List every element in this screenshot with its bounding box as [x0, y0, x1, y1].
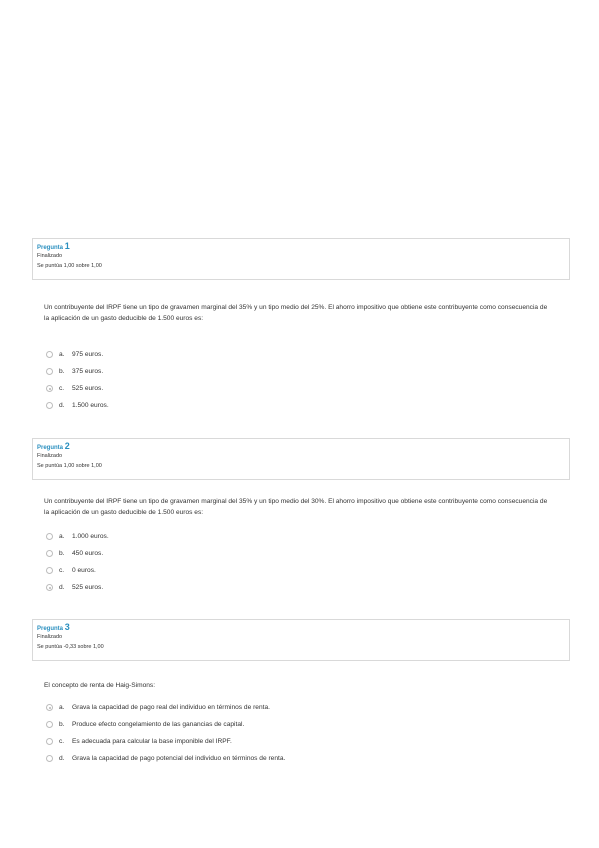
question-label: Pregunta — [37, 626, 64, 632]
answer-text: Produce efecto congelamiento de las ganancias de capital. — [72, 721, 245, 728]
answer-option[interactable] — [46, 380, 526, 397]
answer-letter: d. — [59, 755, 65, 762]
question-status: Finalizado — [37, 634, 63, 640]
answer-text: Grava la capacidad de pago potencial del individuo en términos de renta. — [72, 755, 286, 762]
radio-button-selected[interactable] — [46, 704, 53, 711]
answer-text: 975 euros. — [72, 351, 104, 358]
answer-option[interactable] — [46, 562, 526, 579]
radio-button[interactable] — [46, 368, 53, 375]
answer-text: Es adecuada para calcular la base imponible del IRPF. — [72, 738, 232, 745]
question-score: Se puntúa 1,00 sobre 1,00 — [37, 263, 102, 269]
question-3-heading — [37, 622, 565, 632]
answer-option[interactable] — [46, 528, 526, 545]
radio-button[interactable] — [46, 550, 53, 557]
radio-button[interactable] — [46, 721, 53, 728]
question-1-text: Un contribuyente del IRPF tiene un tipo de gravamen marginal del 35% y un tipo medio del 25%. El ahorro impositivo que obtiene este contribuyente como consecuencia de la aplicación de un gasto deducible de 1.500 euros es: — [44, 304, 548, 322]
answer-text: 525 euros. — [72, 385, 104, 392]
answer-option[interactable] — [46, 545, 526, 562]
answer-letter: d. — [59, 584, 65, 591]
radio-button[interactable] — [46, 567, 53, 574]
question-label: Pregunta — [37, 445, 64, 451]
question-number: 2 — [64, 441, 70, 451]
question-score: Se puntúa -0,33 sobre 1,00 — [37, 644, 104, 650]
answer-letter: a. — [59, 351, 65, 358]
question-2-answers — [46, 528, 526, 596]
answer-option[interactable] — [46, 716, 526, 733]
answer-letter: a. — [59, 533, 65, 540]
question-label: Pregunta — [37, 245, 64, 251]
question-1-heading — [37, 241, 565, 251]
answer-letter: c. — [59, 567, 65, 574]
answer-letter: c. — [59, 385, 65, 392]
question-status: Finalizado — [37, 453, 63, 459]
radio-button-selected[interactable] — [46, 584, 53, 591]
question-1-info — [32, 238, 570, 280]
question-2-info — [32, 438, 570, 480]
answer-text: 0 euros. — [72, 567, 96, 574]
answer-letter: c. — [59, 738, 65, 745]
question-3-info — [32, 619, 570, 661]
radio-button[interactable] — [46, 533, 53, 540]
question-number: 1 — [64, 241, 70, 251]
answer-text: Grava la capacidad de pago real del individuo en términos de renta. — [72, 704, 270, 711]
answer-letter: b. — [59, 550, 65, 557]
answer-option[interactable] — [46, 750, 526, 767]
answer-option[interactable] — [46, 733, 526, 750]
answer-option[interactable] — [46, 346, 526, 363]
answer-text: 375 euros. — [72, 368, 104, 375]
answer-text: 450 euros. — [72, 550, 104, 557]
answer-option[interactable] — [46, 363, 526, 380]
radio-button[interactable] — [46, 738, 53, 745]
answer-letter: b. — [59, 368, 65, 375]
question-3-text: El concepto de renta de Haig-Simons: — [44, 682, 156, 689]
question-status: Finalizado — [37, 253, 63, 259]
radio-button[interactable] — [46, 402, 53, 409]
radio-button[interactable] — [46, 351, 53, 358]
question-3-answers — [46, 699, 526, 767]
question-score: Se puntúa 1,00 sobre 1,00 — [37, 463, 102, 469]
answer-text: 1.500 euros. — [72, 402, 109, 409]
radio-button[interactable] — [46, 755, 53, 762]
answer-letter: d. — [59, 402, 65, 409]
answer-option[interactable] — [46, 397, 526, 414]
answer-text: 525 euros. — [72, 584, 104, 591]
answer-option[interactable] — [46, 579, 526, 596]
answer-option[interactable] — [46, 699, 526, 716]
answer-letter: b. — [59, 721, 65, 728]
question-1-answers — [46, 346, 526, 414]
question-2-text: Un contribuyente del IRPF tiene un tipo de gravamen marginal del 35% y un tipo medio del 30%. El ahorro impositivo que obtiene este contribuyente como consecuencia de la aplicación de un gasto deducible de 1.500 euros es: — [44, 498, 548, 516]
question-2-heading — [37, 441, 565, 451]
question-number: 3 — [64, 622, 70, 632]
answer-text: 1.000 euros. — [72, 533, 109, 540]
radio-button-selected[interactable] — [46, 385, 53, 392]
answer-letter: a. — [59, 704, 65, 711]
